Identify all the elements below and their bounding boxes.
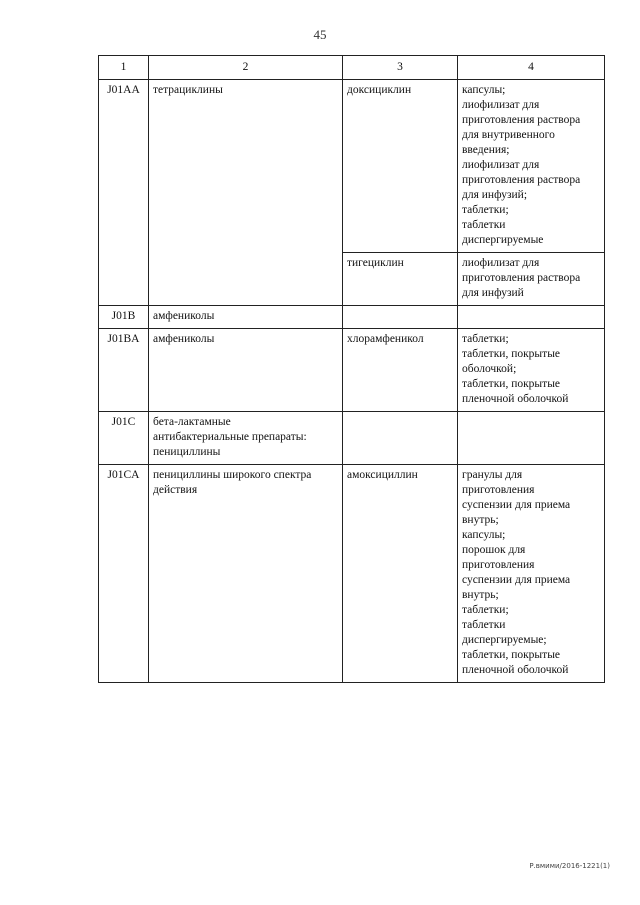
atc-code-cell bbox=[99, 329, 149, 412]
table-row bbox=[99, 412, 605, 465]
drug-name: хлорамфеникол bbox=[347, 333, 424, 345]
drug-name: тигециклин bbox=[347, 257, 404, 269]
atc-code-cell bbox=[99, 465, 149, 683]
forms-cell bbox=[458, 465, 605, 683]
forms-cell bbox=[458, 329, 605, 412]
group-cell bbox=[149, 80, 343, 306]
group-cell bbox=[149, 465, 343, 683]
dosage-forms: лиофилизат для приготовления раствора для инфузий bbox=[462, 257, 581, 299]
page-number: 45 bbox=[313, 27, 327, 42]
group-name: бета-лактамные антибактериальные препараты: пенициллины bbox=[153, 416, 307, 458]
group-cell bbox=[149, 306, 343, 329]
drug-table bbox=[98, 55, 605, 683]
footer-document-code: Р.вмими/2016-1221(1) bbox=[529, 862, 610, 870]
group-cell bbox=[149, 329, 343, 412]
column-header: 4 bbox=[458, 56, 605, 80]
atc-code: J01CA bbox=[107, 469, 140, 481]
group-cell bbox=[149, 412, 343, 465]
drug-cell bbox=[343, 253, 458, 306]
forms-cell bbox=[458, 80, 605, 253]
column-header: 2 bbox=[149, 56, 343, 80]
drug-name: амоксициллин bbox=[347, 469, 418, 481]
drug-cell bbox=[343, 412, 458, 465]
forms-cell bbox=[458, 306, 605, 329]
table-row bbox=[99, 329, 605, 412]
drug-cell bbox=[343, 465, 458, 683]
dosage-forms: гранулы для приготовления суспензии для приема внутрь; капсулы; порошок для приготовления суспензии для приема внутрь; таблетки; таблетки диспергируемые; таблетки, покрытые пленочной оболочкой bbox=[462, 469, 571, 676]
dosage-forms: таблетки; таблетки, покрытые оболочкой; таблетки, покрытые пленочной оболочкой bbox=[462, 333, 569, 405]
atc-code: J01B bbox=[111, 310, 136, 322]
atc-code-cell bbox=[99, 412, 149, 465]
atc-code: J01AA bbox=[107, 84, 140, 96]
table-row bbox=[99, 465, 605, 683]
group-name: тетрациклины bbox=[153, 84, 223, 96]
column-header: 3 bbox=[343, 56, 458, 80]
drug-cell bbox=[343, 329, 458, 412]
forms-cell bbox=[458, 412, 605, 465]
atc-code: J01C bbox=[111, 416, 136, 428]
drug-cell bbox=[343, 80, 458, 253]
atc-code: J01BA bbox=[107, 333, 140, 345]
dosage-forms: капсулы; лиофилизат для приготовления раствора для внутривенного введения; лиофилизат для приготовления раствора для инфузий; таблетки; таблетки диспергируемые bbox=[462, 84, 581, 246]
drug-cell bbox=[343, 306, 458, 329]
group-name: амфениколы bbox=[153, 310, 215, 322]
table-row bbox=[99, 80, 605, 253]
atc-code-cell bbox=[99, 306, 149, 329]
group-name: пенициллины широкого спектра действия bbox=[153, 469, 312, 496]
group-name: амфениколы bbox=[153, 333, 215, 345]
forms-cell bbox=[458, 253, 605, 306]
atc-code-cell bbox=[99, 80, 149, 306]
drug-name: доксициклин bbox=[347, 84, 412, 96]
column-header: 1 bbox=[99, 56, 149, 80]
table-row bbox=[99, 306, 605, 329]
table-header-row bbox=[99, 56, 605, 80]
